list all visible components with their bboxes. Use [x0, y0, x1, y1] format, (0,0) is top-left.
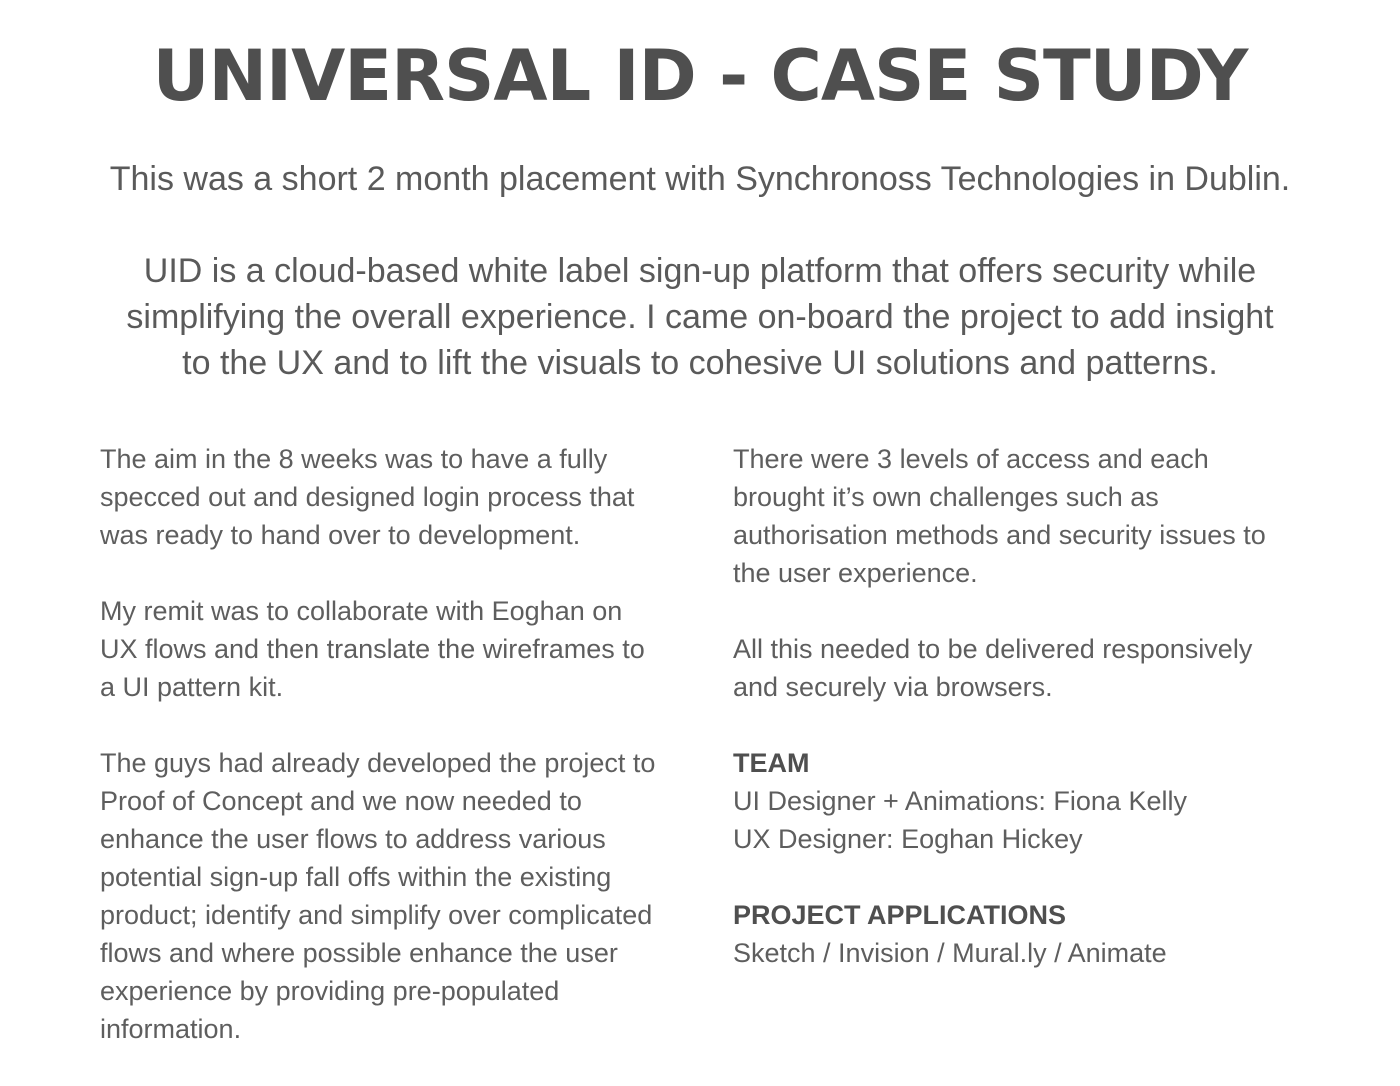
intro-description-line: to the UX and to lift the visuals to cohesive UI solutions and patterns.: [182, 344, 1218, 382]
paragraph-line: UX flows and then translate the wireframes to: [100, 634, 645, 664]
paragraph-line: The aim in the 8 weeks was to have a fully: [100, 444, 608, 474]
paragraph-line: The guys had already developed the project to: [100, 748, 656, 778]
paragraph-line: and securely via browsers.: [733, 672, 1053, 702]
paragraph-line: My remit was to collaborate with Eoghan on: [100, 596, 623, 626]
team-section: [733, 744, 1333, 858]
delivery-paragraph: [733, 630, 1333, 706]
applications-heading: PROJECT APPLICATIONS: [733, 900, 1067, 930]
paragraph-line: the user experience.: [733, 558, 978, 588]
paragraph-line: All this needed to be delivered responsively: [733, 634, 1253, 664]
applications-list: Sketch / Invision / Mural.ly / Animate: [733, 938, 1167, 968]
aim-paragraph: [100, 440, 700, 554]
team-heading: TEAM: [733, 748, 810, 778]
paragraph-line: enhance the user flows to address various: [100, 824, 606, 854]
paragraph-line: Proof of Concept and we now needed to: [100, 786, 582, 816]
paragraph-line: a UI pattern kit.: [100, 672, 284, 702]
team-member: UX Designer: Eoghan Hickey: [733, 824, 1083, 854]
remit-paragraph: [100, 592, 700, 706]
team-member: UI Designer + Animations: Fiona Kelly: [733, 786, 1187, 816]
intro-summary: This was a short 2 month placement with Synchronoss Technologies in Dublin.: [109, 160, 1291, 198]
applications-section: [733, 896, 1333, 972]
paragraph-line: brought it’s own challenges such as: [733, 482, 1159, 512]
left-column: [100, 440, 700, 1086]
page-title: UNIVERSAL ID - CASE STUDY: [152, 35, 1248, 117]
intro-description-line: simplifying the overall experience. I came on-board the project to add insight: [126, 298, 1274, 336]
paragraph-line: product; identify and simplify over complicated: [100, 900, 653, 930]
paragraph-line: was ready to hand over to development.: [100, 520, 581, 550]
right-column: [733, 440, 1333, 1010]
proof-of-concept-paragraph: [100, 744, 700, 1048]
paragraph-line: There were 3 levels of access and each: [733, 444, 1209, 474]
paragraph-line: information.: [100, 1014, 242, 1044]
intro-description-line: UID is a cloud-based white label sign-up platform that offers security while: [143, 252, 1257, 290]
paragraph-line: potential sign-up fall offs within the existing: [100, 862, 612, 892]
paragraph-line: authorisation methods and security issues to: [733, 520, 1266, 550]
paragraph-line: experience by providing pre-populated: [100, 976, 560, 1006]
paragraph-line: specced out and designed login process that: [100, 482, 635, 512]
paragraph-line: flows and where possible enhance the user: [100, 938, 618, 968]
intro-description: [90, 248, 1310, 386]
access-levels-paragraph: [733, 440, 1333, 592]
